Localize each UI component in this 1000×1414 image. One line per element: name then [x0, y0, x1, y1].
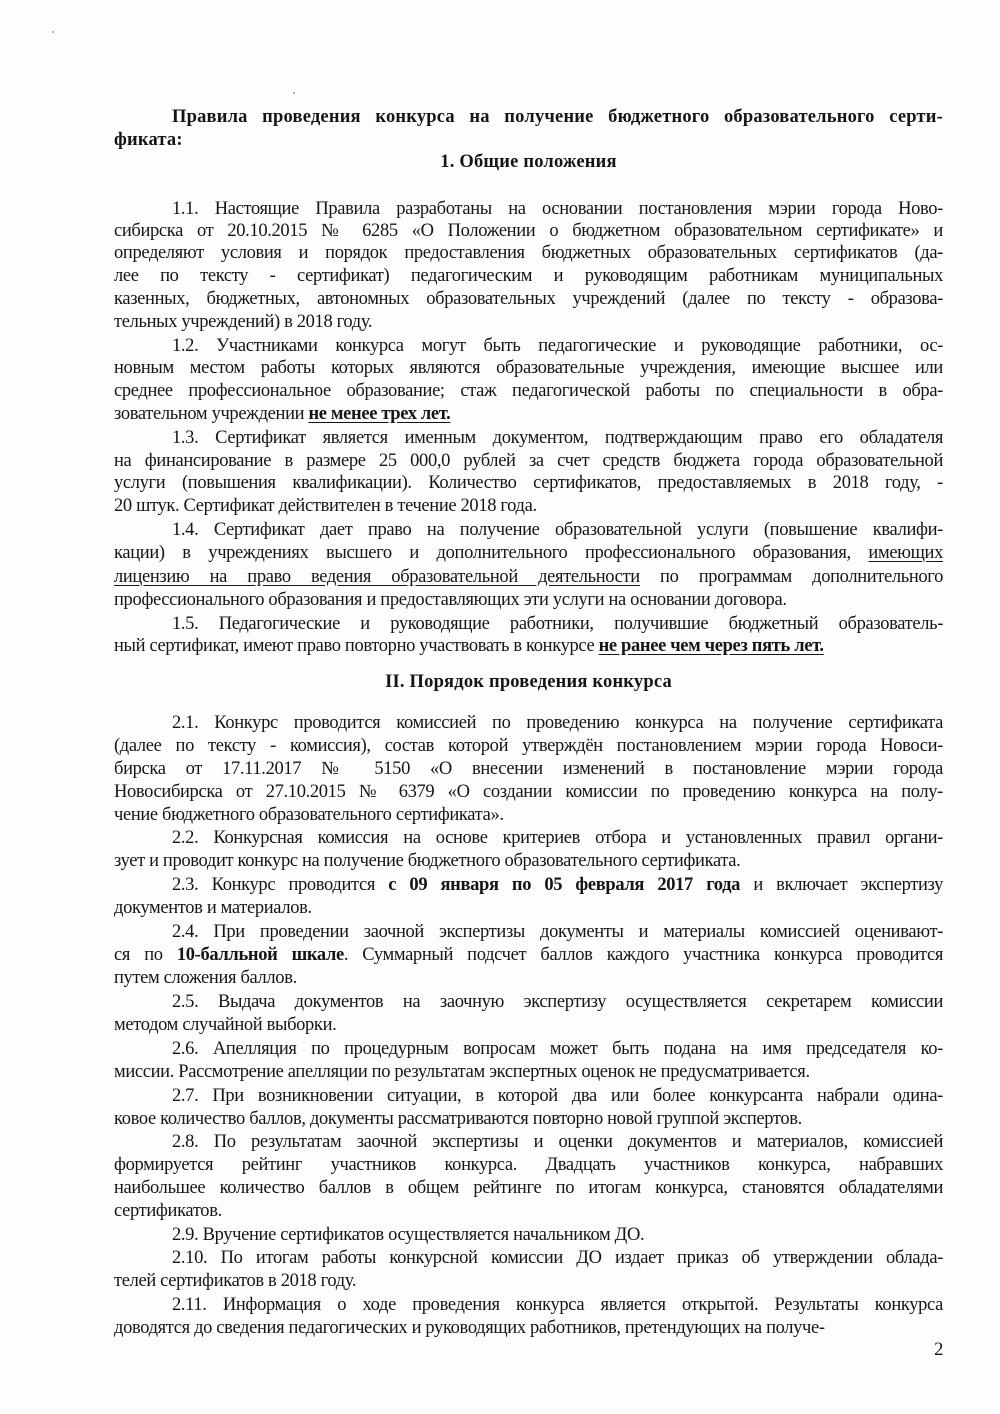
- paragraph-2-4-line: [172, 921, 943, 943]
- section-heading-2: II. Порядок проведения конкурса: [385, 672, 672, 692]
- text-segment: зовательном учреждении: [114, 404, 309, 424]
- paragraph-2-6-line: [114, 1061, 943, 1083]
- text-segment: кации) в учреждениях высшего и дополнительного профессионального образования,: [114, 543, 869, 563]
- text-segment: 2.1. Конкурс проводится комиссией по проведению конкурса на получение сертификата: [172, 713, 943, 733]
- paragraph-2-5-line: [114, 1014, 943, 1036]
- paragraph-1-1-line: [114, 265, 943, 287]
- paragraph-2-9-line: [172, 1224, 943, 1246]
- paragraph-1-1-line: [114, 288, 943, 310]
- paragraph-1-3-line: [114, 472, 943, 494]
- text-segment: 1.5. Педагогические и руководящие работники, получившие бюджетный образователь-: [172, 614, 943, 634]
- text-segment: ный сертификат, имеют право повторно участвовать в конкурсе: [114, 636, 599, 656]
- text-segment: телей сертификатов в 2018 году.: [114, 1271, 357, 1291]
- page-number: 2: [934, 1340, 943, 1360]
- paragraph-2-8-line: [172, 1131, 943, 1153]
- emphasized-text: с 09 января по 05 февраля 2017 года: [388, 875, 741, 895]
- emphasized-text: 10-балльной шкале: [176, 945, 344, 965]
- paragraph-2-7-line: [114, 1108, 943, 1130]
- paragraph-1-4-line: [114, 589, 943, 611]
- text-segment: определяют условия и порядок предоставления бюджетных образовательных сертификатов (да-: [114, 243, 943, 263]
- paragraph-2-2-line: [172, 827, 943, 849]
- text-segment: методом случайной выборки.: [114, 1015, 337, 1035]
- emphasized-text: лицензию на право ведения образовательной деятельности: [114, 567, 640, 587]
- text-segment: 1.4. Сертификат дает право на получение образовательной услуги (повышение квалифи-: [172, 520, 943, 540]
- text-segment: (далее по тексту - комиссия), состав которой утверждён постановлением мэрии города Новоси-: [114, 736, 943, 756]
- text-segment: ся по: [114, 945, 177, 965]
- paragraph-2-1-line: [114, 735, 943, 757]
- paragraph-1-3-line: [114, 495, 943, 517]
- text-segment: сертификатов.: [114, 1201, 222, 1221]
- text-segment: 2.4. При проведении заочной экспертизы документы и материалы комиссией оценивают-: [172, 922, 943, 942]
- emphasized-text: не ранее чем через пять лет.: [598, 636, 824, 656]
- paragraph-1-3-line: [172, 427, 943, 449]
- paragraph-1-5-line: [114, 635, 943, 657]
- text-segment: 2.8. По результатам заочной экспертизы и оценки документов и материалов, комиссией: [172, 1132, 943, 1152]
- text-segment: услуги (повышения квалификации). Количество сертификатов, предоставляемых в 2018 году, -: [114, 473, 943, 493]
- paragraph-1-4-line: [172, 519, 943, 541]
- emphasized-text: не менее трех лет.: [308, 404, 451, 424]
- paragraph-2-10-line: [114, 1270, 943, 1292]
- text-segment: Новосибирска от 27.10.2015 № 6379 «О создании комиссии по проведению конкурса на полу-: [114, 782, 943, 802]
- text-segment: 2.6. Апелляция по процедурным вопросам может быть подана на имя председателя ко-: [172, 1039, 943, 1059]
- text-segment: сибирска от 20.10.2015 № 6285 «О Положении о бюджетном образовательном сертификате» и: [114, 221, 943, 241]
- paragraph-2-10-line: [172, 1247, 943, 1269]
- text-segment: на финансирование в размере 25 000,0 рублей за счет средств бюджета города образовательной: [114, 451, 943, 471]
- paragraph-1-1-line: [172, 198, 943, 220]
- text-segment: наибольшее количество баллов в общем рейтинге по итогам конкурса, становятся обладателями: [114, 1178, 943, 1198]
- paragraph-2-7-line: [172, 1085, 943, 1107]
- paragraph-2-8-line: [114, 1200, 943, 1222]
- text-segment: 1.3. Сертификат является именным документом, подтверждающим право его обладателя: [172, 428, 943, 448]
- text-segment: 1.1. Настоящие Правила разработаны на основании постановления мэрии города Ново-: [172, 199, 943, 219]
- text-segment: формируется рейтинг участников конкурса. Двадцать участников конкурса, набравших: [114, 1155, 943, 1175]
- text-segment: документов и материалов.: [114, 898, 312, 918]
- text-segment: миссии. Рассмотрение апелляции по результатам экспертных оценок не предусматривается.: [114, 1062, 810, 1082]
- text-segment: профессионального образования и предоставляющих эти услуги на основании договора.: [114, 590, 787, 610]
- text-segment: 1.2. Участниками конкурса могут быть педагогические и руководящие работники, ос-: [172, 336, 943, 356]
- paragraph-1-4-line: [114, 542, 943, 564]
- text-segment: среднее профессиональное образование; стаж педагогической работы по специальности в обра-: [114, 381, 943, 401]
- text-segment: по программам дополнительного: [639, 567, 943, 587]
- paragraph-1-2-line: [172, 335, 943, 357]
- paragraph-2-2-line: [114, 850, 943, 872]
- paragraph-2-6-line: [172, 1038, 943, 1060]
- text-segment: тельных учреждений) в 2018 году.: [114, 312, 373, 332]
- paragraph-2-1-line: [114, 758, 943, 780]
- text-segment: 2.2. Конкурсная комиссия на основе критериев отбора и установленных правил органи-: [172, 828, 943, 848]
- paragraph-1-2-line: [114, 403, 943, 425]
- text-segment: путем сложения баллов.: [114, 968, 297, 988]
- scan-speck: [293, 92, 295, 94]
- paragraph-2-11-line: [172, 1294, 943, 1316]
- paragraph-1-3-line: [114, 450, 943, 472]
- paragraph-1-1-line: [114, 311, 943, 333]
- paragraph-2-11-line: [114, 1317, 943, 1339]
- scan-speck: [52, 31, 54, 33]
- text-segment: . Суммарный подсчет баллов каждого участника конкурса проводится: [343, 945, 943, 965]
- paragraph-2-3-line: [114, 897, 943, 919]
- text-segment: и включает экспертизу: [740, 875, 943, 895]
- text-segment: 2.10. По итогам работы конкурсной комиссии ДО издает приказ об утверждении облада-: [172, 1248, 943, 1268]
- paragraph-2-4-line: [114, 967, 943, 989]
- paragraph-1-2-line: [114, 380, 943, 402]
- text-segment: 2.3. Конкурс проводится: [172, 875, 389, 895]
- paragraph-2-8-line: [114, 1177, 943, 1199]
- paragraph-2-3-line: [172, 874, 943, 896]
- emphasized-text: имеющих: [868, 543, 943, 563]
- paragraph-2-5-line: [172, 991, 943, 1013]
- paragraph-1-1-line: [114, 242, 943, 264]
- text-segment: казенных, бюджетных, автономных образовательных учреждений (далее по тексту - образова-: [114, 289, 943, 309]
- text-segment: новным местом работы которых являются образовательные учреждения, имеющие высшее или: [114, 358, 943, 378]
- document-title-line-1: Правила проведения конкурса на получение бюджетного образовательного серти-: [172, 107, 943, 127]
- paragraph-2-1-line: [114, 804, 943, 826]
- paragraph-2-1-line: [172, 712, 943, 734]
- text-segment: 2.11. Информация о ходе проведения конкурса является открытой. Результаты конкурса: [172, 1295, 943, 1315]
- text-segment: ковое количество баллов, документы рассматриваются повторно новой группой экспертов.: [114, 1109, 802, 1129]
- text-segment: 2.9. Вручение сертификатов осуществляется начальником ДО.: [172, 1225, 645, 1245]
- text-segment: 20 штук. Сертификат действителен в течение 2018 года.: [114, 496, 537, 516]
- text-segment: бирска от 17.11.2017 № 5150 «О внесении изменений в постановление мэрии города: [114, 759, 943, 779]
- text-segment: 2.7. При возникновении ситуации, в которой два или более конкурсанта набрали одина-: [172, 1086, 943, 1106]
- text-segment: чение бюджетного образовательного сертификата».: [114, 805, 504, 825]
- section-heading-1: 1. Общие положения: [440, 152, 617, 172]
- paragraph-1-2-line: [114, 357, 943, 379]
- paragraph-2-1-line: [114, 781, 943, 803]
- text-segment: зует и проводит конкурс на получение бюджетного образовательного сертификата.: [114, 851, 741, 871]
- paragraph-2-4-line: [114, 944, 943, 966]
- paragraph-1-1-line: [114, 220, 943, 242]
- text-segment: 2.5. Выдача документов на заочную экспертизу осуществляется секретарем комиссии: [172, 992, 943, 1012]
- text-segment: лее по тексту - сертификат) педагогическим и руководящим работникам муниципальных: [114, 266, 943, 286]
- paragraph-2-8-line: [114, 1154, 943, 1176]
- text-segment: доводятся до сведения педагогических и руководящих работников, претендующих на получе-: [114, 1318, 825, 1338]
- paragraph-1-5-line: [172, 613, 943, 635]
- document-title-line-2: фиката:: [114, 130, 183, 150]
- paragraph-1-4-line: [114, 566, 943, 588]
